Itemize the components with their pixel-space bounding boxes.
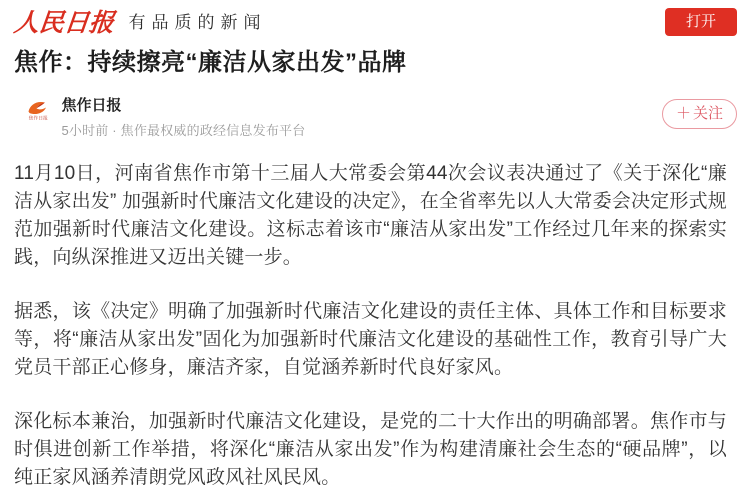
article-paragraph: 据悉，该《决定》明确了加强新时代廉洁文化建设的责任主体、具体工作和目标要求等，将“廉洁从家出发”固化为加强新时代廉洁文化建设的基础性工作，教育引导广大党员干部正心修身，廉洁齐家，自觉涵养新时代良好家风。 [14,301,727,378]
open-app-button[interactable]: 打开 [665,8,737,36]
jiaozuo-daily-logo-icon [26,98,48,117]
author-name[interactable]: 焦作日报 [61,97,122,114]
peoples-daily-logo: 人民日报 [12,8,116,37]
article-title: 焦作：持续擦亮“廉洁从家出发”品牌 [14,49,407,76]
follow-button[interactable] [662,99,737,129]
author-info [61,96,305,139]
app-banner [0,0,741,40]
article-body [14,160,727,490]
article-paragraph: 深化标本兼治，加强新时代廉洁文化建设，是党的二十大作出的明确部署。焦作市与时俱进创新工作举措，将深化“廉洁从家出发”作为构建清廉社会生态的“硬品牌”，以纯正家风涵养清朗党风政风社风民风。 [14,411,727,488]
plus-icon: ＋ [675,105,691,122]
author-row [0,96,741,136]
banner-tagline: 有品质的新闻 [128,13,267,32]
avatar-caption: 焦作日报 [28,115,48,121]
follow-button-label: 关注 [693,105,724,122]
avatar[interactable] [23,96,51,124]
article-paragraph: 11月10日，河南省焦作市第十三届人大常委会第44次会议表决通过了《关于深化“廉洁从家出发” 加强新时代廉洁文化建设的决定》，在全省率先以人大常委会决定形式规范加强新时代廉洁文化建设。这标志着该市“廉洁从家出发”工作经过几年来的探索实践，向纵深推进又迈出关键一步。 [14,163,727,268]
author-meta: 5小时前 · 焦作最权威的政经信息发布平台 [61,123,306,138]
